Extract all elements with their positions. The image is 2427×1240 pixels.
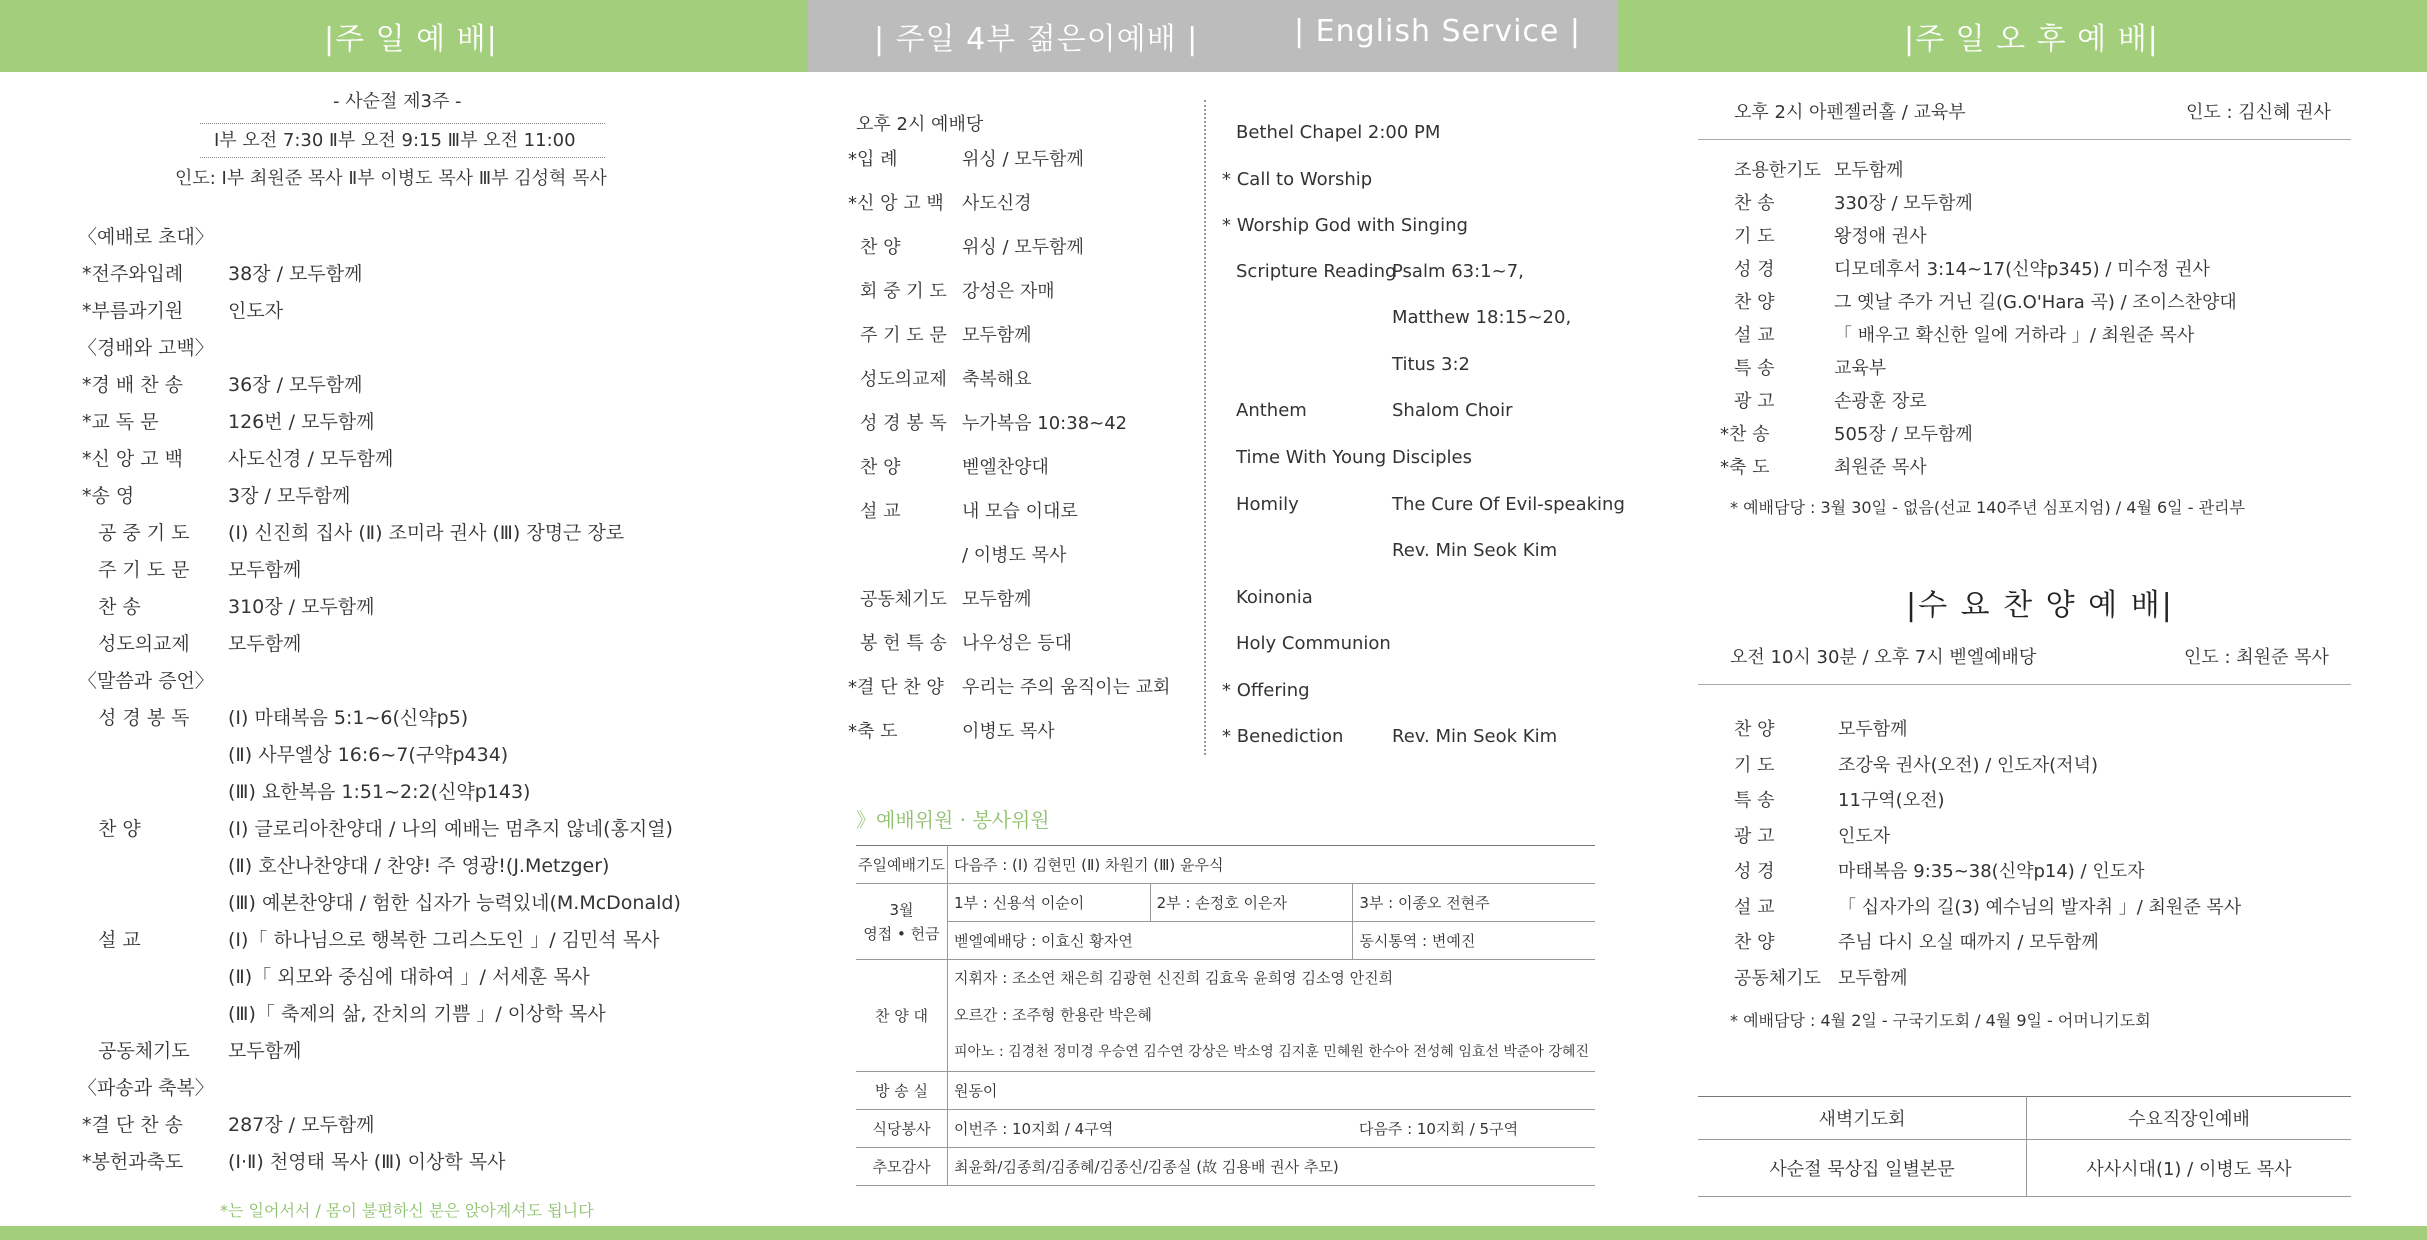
order-value: 126번 / 모두함께	[228, 411, 375, 433]
order-value: (Ⅲ) 요한복음 1:51~2:2(신약p143)	[228, 781, 531, 803]
order-label: *결 단 찬 송	[82, 1114, 184, 1136]
order-value: (Ⅱ) 호산나찬양대 / 찬양! 주 영광!(J.Metzger)	[228, 855, 610, 877]
row-value: 다음주 : 10지회 / 5구역	[1353, 1110, 1595, 1148]
order-label: 공동체기도	[98, 1040, 190, 1062]
row-value: 2부 : 손정호 이은자	[1150, 884, 1353, 922]
order-value: (Ⅲ) 예본찬양대 / 험한 십자가 능력있네(M.McDonald)	[228, 892, 681, 914]
wednesday-value: 11구역(오전)	[1838, 790, 1945, 811]
youth-value: 우리는 주의 움직이는 교회	[962, 677, 1171, 698]
order-label: *신 앙 고 백	[82, 448, 184, 470]
row-value: 3부 : 이종오 전현주	[1353, 884, 1595, 922]
order-label: 찬 송	[98, 596, 141, 618]
youth-label: 회 중 기 도	[860, 281, 947, 302]
afternoon-value: 그 옛날 주가 거닌 길(G.O'Hara 곡) / 조이스찬양대	[1834, 292, 2237, 313]
order-label: 찬 양	[98, 818, 141, 840]
wednesday-value: 마태복음 9:35~38(신약p14) / 인도자	[1838, 861, 2145, 882]
order-value: (Ⅱ)「 외모와 중심에 대하여 」/ 서세훈 목사	[228, 966, 590, 988]
youth-value: 강성은 자매	[962, 281, 1055, 302]
order-value: (Ⅱ) 사무엘상 16:6~7(구약p434)	[228, 744, 509, 766]
order-value: (Ⅰ)「 하나님으로 행복한 그리스도인 」/ 김민석 목사	[228, 929, 660, 951]
afternoon-label: 찬 송	[1734, 193, 1775, 214]
youth-label: 성 경 봉 독	[860, 413, 947, 434]
wednesday-label: 기 도	[1734, 755, 1775, 776]
row-label: 추모감사	[856, 1148, 947, 1186]
youth-label: 공동체기도	[860, 589, 947, 610]
wednesday-label: 특 송	[1734, 790, 1775, 811]
afternoon-label: *축 도	[1720, 457, 1770, 478]
service-times: Ⅰ부 오전 7:30 Ⅱ부 오전 9:15 Ⅲ부 오전 11:00	[214, 130, 576, 151]
afternoon-value: 「 배우고 확신한 일에 거하라 」/ 최원준 목사	[1834, 325, 2195, 346]
youth-value: / 이병도 목사	[962, 545, 1067, 566]
afternoon-value: 손광훈 장로	[1834, 391, 1927, 412]
order-value: 모두함께	[228, 633, 302, 655]
youth-value: 누가복음 10:38~42	[962, 413, 1128, 434]
english-value: Rev. Min Seok Kim	[1392, 540, 1558, 561]
youth-label: 주 기 도 문	[860, 325, 947, 346]
order-value: 인도자	[228, 300, 284, 322]
table-row	[1698, 1140, 2351, 1197]
youth-value: 모두함께	[962, 589, 1032, 610]
afternoon-label: 찬 양	[1734, 292, 1775, 313]
row-value: 최윤화/김종희/김종혜/김종신/김종실 (故 김용배 권사 추모)	[947, 1148, 1595, 1186]
row-value: 1부 : 신용석 이순이	[947, 884, 1150, 922]
row-label: 주일예배기도	[856, 846, 947, 884]
divider	[200, 157, 605, 158]
wednesday-label: 성 경	[1734, 861, 1775, 882]
order-label: *교 독 문	[82, 411, 159, 433]
order-label: 〈파송과 축복〉	[78, 1077, 214, 1099]
choir-organ: 오르간 : 조주형 한용란 박은혜	[953, 1006, 1152, 1024]
header-title-youth: | 주일 4부 젊은이예배 |	[874, 22, 1199, 57]
header-band-middle	[808, 0, 1618, 72]
youth-label: 찬 양	[860, 237, 901, 258]
english-label: * Benediction	[1222, 726, 1344, 747]
wednesday-label: 찬 양	[1734, 719, 1775, 740]
english-label: Anthem	[1236, 400, 1307, 421]
youth-value: 벧엘찬양대	[962, 457, 1049, 478]
row-label: 식당봉사	[856, 1110, 947, 1148]
order-label: 성 경 봉 독	[98, 707, 190, 729]
order-label: *송 영	[82, 485, 135, 507]
english-label: Koinonia	[1236, 587, 1313, 608]
dawn-table	[1698, 1096, 2351, 1197]
divider	[1698, 684, 2351, 685]
standing-footnote: *는 일어서서 / 몸이 불편하신 분은 앉아계셔도 됩니다	[220, 1201, 594, 1220]
wedwork-head: 수요직장인예배	[2027, 1097, 2352, 1140]
order-value: (Ⅰ·Ⅱ) 천영태 목사 (Ⅲ) 이상학 목사	[228, 1151, 506, 1173]
wednesday-note: * 예배담당 : 4월 2일 - 구국기도회 / 4월 9일 - 어머니기도회	[1730, 1011, 2151, 1030]
wednesday-value: 「 십자가의 길(3) 예수님의 발자취 」/ 최원준 목사	[1838, 897, 2242, 918]
order-value: (Ⅰ) 글로리아찬양대 / 나의 예배는 멈추지 않네(홍지열)	[228, 818, 673, 840]
afternoon-leader: 인도 : 김신혜 권사	[2186, 102, 2331, 123]
row-value: 벧엘예배당 : 이효신 황자연	[947, 922, 1352, 960]
dawn-head: 새벽기도회	[1698, 1097, 2027, 1140]
afternoon-value: 505장 / 모두함께	[1834, 424, 1973, 445]
footer-band	[0, 1226, 2427, 1240]
afternoon-note: * 예배담당 : 3월 30일 - 없음(선교 140주년 심포지엄) / 4월 6일 - 관리부	[1730, 498, 2245, 517]
volunteers-title: 》예배위원 · 봉사위원	[856, 808, 1050, 832]
wednesday-title: |수 요 찬 양 예 배|	[1906, 588, 2174, 623]
row-label	[856, 884, 947, 960]
afternoon-place: 오후 2시 아펜젤러홀 / 교육부	[1734, 102, 1966, 123]
header-title-sunday: |주 일 예 배|	[324, 22, 498, 57]
youth-value: 위싱 / 모두함께	[962, 149, 1084, 170]
divider	[1698, 139, 2351, 140]
header-band-left	[0, 0, 808, 72]
row-label: 방 송 실	[856, 1072, 947, 1110]
row-value: 동시통역 : 변예진	[1353, 922, 1595, 960]
order-value: 모두함께	[228, 559, 302, 581]
youth-value: 모두함께	[962, 325, 1032, 346]
youth-value: 축복해요	[962, 369, 1032, 390]
order-value: 36장 / 모두함께	[228, 374, 363, 396]
english-value: Rev. Min Seok Kim	[1392, 726, 1558, 747]
choir-conductor: 지휘자 : 조소연 채은희 김광현 신진희 김효욱 윤희영 김소영 안진희	[953, 969, 1394, 987]
english-value: The Cure Of Evil-speaking	[1392, 494, 1625, 515]
youth-label: *결 단 찬 양	[848, 677, 944, 698]
english-label: Time With Young Disciples	[1236, 447, 1472, 468]
english-value: Psalm 63:1~7,	[1392, 261, 1524, 282]
english-label: * Worship God with Singing	[1222, 215, 1468, 236]
order-label: *전주와입례	[82, 263, 184, 285]
afternoon-label: 성 경	[1734, 259, 1775, 280]
english-label: Homily	[1236, 494, 1299, 515]
english-value: Titus 3:2	[1392, 354, 1470, 375]
youth-value: 위싱 / 모두함께	[962, 237, 1084, 258]
youth-label: *신 앙 고 백	[848, 193, 944, 214]
afternoon-value: 디모데후서 3:14~17(신약p345) / 미수정 권사	[1834, 259, 2210, 280]
afternoon-label: 특 송	[1734, 358, 1775, 379]
wednesday-label: 설 교	[1734, 897, 1775, 918]
dawn-value: 사순절 묵상집 일별본문	[1698, 1140, 2027, 1197]
row-value: 다음주 : (Ⅰ) 김현민 (Ⅱ) 차원기 (Ⅲ) 윤우식	[947, 846, 1595, 884]
afternoon-label: 광 고	[1734, 391, 1775, 412]
order-label: 성도의교제	[98, 633, 190, 655]
table-row	[856, 846, 1595, 884]
order-label: 설 교	[98, 929, 141, 951]
afternoon-label: 조용한기도	[1734, 160, 1821, 181]
youth-place: 오후 2시 예배당	[856, 114, 984, 135]
march-label-line1: 3월	[889, 900, 914, 919]
wednesday-value: 주님 다시 오실 때까지 / 모두함께	[1838, 932, 2099, 953]
youth-label: 찬 양	[860, 457, 901, 478]
march-label-line2: 영접 • 헌금	[863, 924, 940, 943]
header-title-english: | English Service |	[1294, 14, 1582, 49]
order-value: 310장 / 모두함께	[228, 596, 375, 618]
wedwork-value: 사사시대(1) / 이병도 목사	[2027, 1140, 2352, 1197]
table-row	[856, 1110, 1595, 1148]
order-value: 사도신경 / 모두함께	[228, 448, 394, 470]
table-row	[856, 1072, 1595, 1110]
order-value: 모두함께	[228, 1040, 302, 1062]
order-value: 287장 / 모두함께	[228, 1114, 375, 1136]
order-label: 〈말씀과 증언〉	[78, 670, 214, 692]
order-label: 〈예배로 초대〉	[78, 226, 214, 248]
header-band-right	[1618, 0, 2427, 72]
order-label: 주 기 도 문	[98, 559, 190, 581]
row-label: 찬 양 대	[856, 960, 947, 1072]
order-value: (Ⅲ)「 축제의 삶, 잔치의 기쁨 」/ 이상학 목사	[228, 1003, 606, 1025]
divider	[200, 123, 605, 124]
english-place: Bethel Chapel 2:00 PM	[1236, 122, 1441, 143]
youth-value: 이병도 목사	[962, 721, 1055, 742]
order-value: 38장 / 모두함께	[228, 263, 363, 285]
english-value: Shalom Choir	[1392, 400, 1513, 421]
youth-label: 성도의교제	[860, 369, 947, 390]
order-value: (Ⅰ) 신진희 집사 (Ⅱ) 조미라 권사 (Ⅲ) 장명근 장로	[228, 522, 625, 544]
youth-value: 사도신경	[962, 193, 1032, 214]
wednesday-leader: 인도 : 최원준 목사	[2184, 647, 2329, 668]
afternoon-label: 기 도	[1734, 226, 1775, 247]
youth-label: 설 교	[860, 501, 901, 522]
afternoon-value: 330장 / 모두함께	[1834, 193, 1973, 214]
wednesday-value: 모두함께	[1838, 968, 1908, 989]
order-label: *경 배 찬 송	[82, 374, 184, 396]
wednesday-place: 오전 10시 30분 / 오후 7시 벧엘예배당	[1730, 647, 2037, 668]
english-label: Holy Communion	[1236, 633, 1391, 654]
english-value: Matthew 18:15~20,	[1392, 307, 1572, 328]
wednesday-label: 광 고	[1734, 826, 1775, 847]
order-label: 〈경배와 고백〉	[78, 337, 214, 359]
afternoon-value: 왕정애 권사	[1834, 226, 1927, 247]
header-title-afternoon: |주 일 오 후 예 배|	[1904, 22, 2159, 57]
dotted-divider	[1204, 100, 1206, 755]
youth-value: 내 모습 이대로	[962, 501, 1078, 522]
order-label: 공 중 기 도	[98, 522, 190, 544]
wednesday-value: 조강욱 권사(오전) / 인도자(저녁)	[1838, 755, 2098, 776]
afternoon-value: 최원준 목사	[1834, 457, 1927, 478]
wednesday-label: 공동체기도	[1734, 968, 1821, 989]
order-value: (Ⅰ) 마태복음 5:1~6(신약p5)	[228, 707, 469, 729]
youth-label: 봉 헌 특 송	[860, 633, 947, 654]
english-label: * Offering	[1222, 680, 1310, 701]
row-value: 원동이	[947, 1072, 1595, 1110]
wednesday-value: 모두함께	[1838, 719, 1908, 740]
table-row	[1698, 1097, 2351, 1140]
order-label: *부름과기원	[82, 300, 184, 322]
row-value: 이번주 : 10지회 / 4구역	[947, 1110, 1352, 1148]
afternoon-label: *찬 송	[1720, 424, 1770, 445]
wednesday-label: 찬 양	[1734, 932, 1775, 953]
afternoon-label: 설 교	[1734, 325, 1775, 346]
choir-piano: 피아노 : 김경천 정미경 우승연 김수연 강상은 박소영 김지훈 민혜원 한수아 전성혜 임효선 박준아 강혜진	[953, 1044, 1589, 1060]
afternoon-value: 교육부	[1834, 358, 1887, 379]
wednesday-value: 인도자	[1838, 826, 1891, 847]
youth-label: *입 례	[848, 149, 898, 170]
volunteers-table	[856, 845, 1595, 1186]
table-row	[856, 884, 1595, 922]
order-value: 3장 / 모두함께	[228, 485, 351, 507]
order-label: *봉헌과축도	[82, 1151, 184, 1173]
english-label: Scripture Reading	[1236, 261, 1397, 282]
table-row	[856, 922, 1595, 960]
table-row	[856, 1148, 1595, 1186]
service-leaders: 인도: Ⅰ부 최원준 목사 Ⅱ부 이병도 목사 Ⅲ부 김성혁 목사	[175, 168, 607, 189]
youth-value: 나우성은 등대	[962, 633, 1073, 654]
afternoon-value: 모두함께	[1834, 160, 1904, 181]
table-row	[856, 960, 1595, 1072]
row-value	[947, 960, 1595, 1072]
english-label: * Call to Worship	[1222, 169, 1373, 190]
season-label: - 사순절 제3주 -	[333, 91, 462, 112]
youth-label: *축 도	[848, 721, 898, 742]
